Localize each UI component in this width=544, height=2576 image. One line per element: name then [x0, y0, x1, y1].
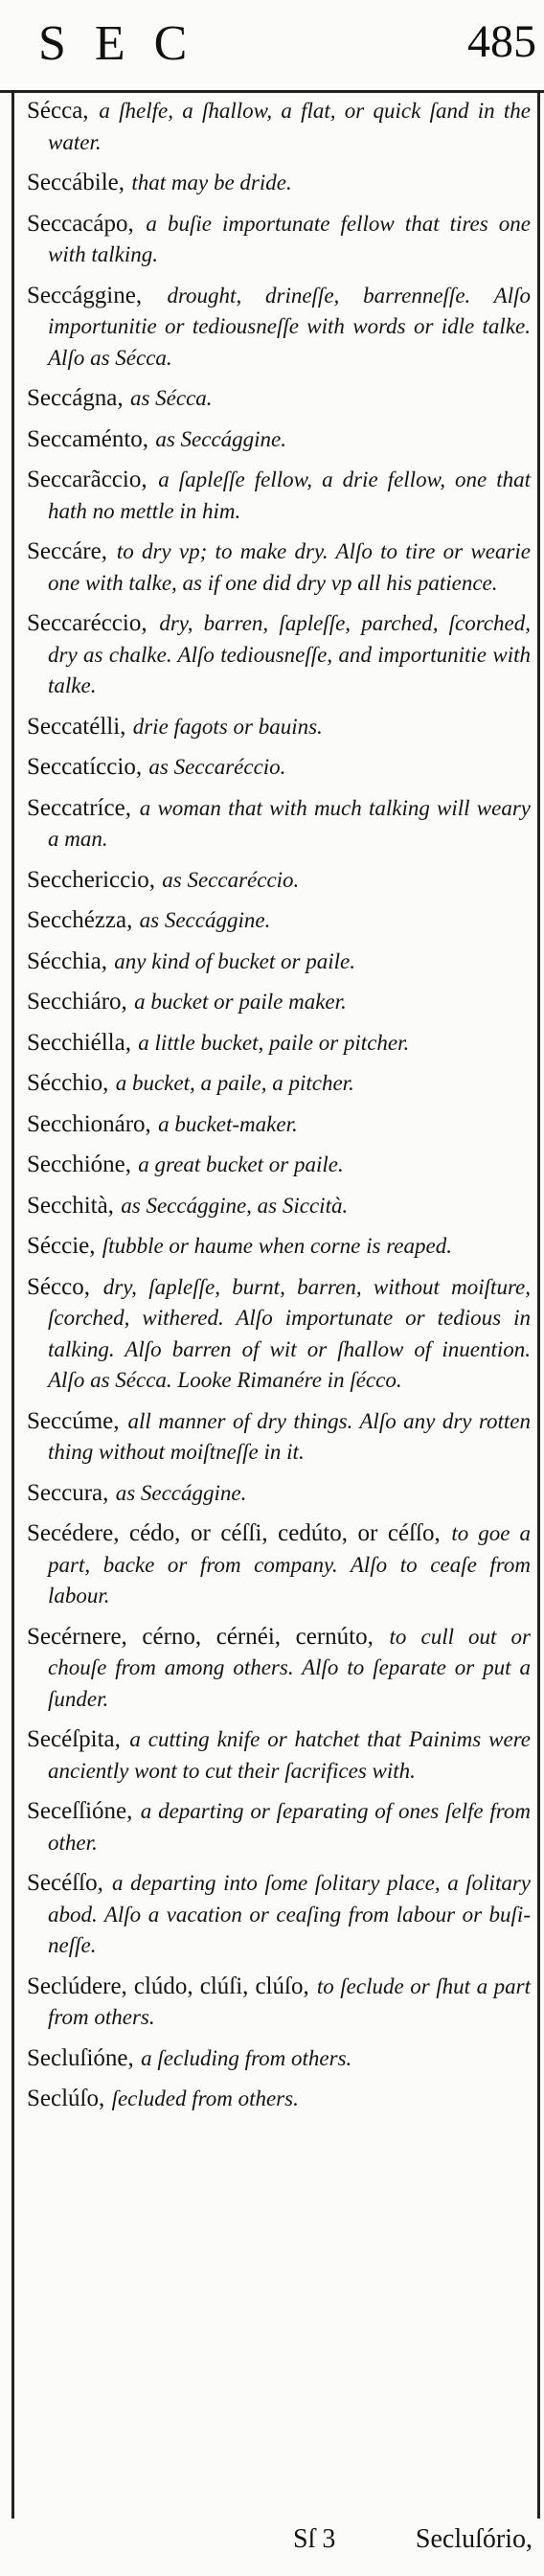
headword: Secéſpita, [27, 1726, 121, 1752]
headword: Secérnere, cérno, cérnéi, cernúto, [27, 1623, 374, 1650]
dictionary-entry [27, 281, 531, 375]
definition: dry, ſapleſſe, burnt, barren, without moiſture, ſcorched, withered. Alſo importunate or tedious in talking. Alſo barren of wit or ſhallow of inuention. Alſo as Sécca. Looke Rimanére in ſécco. [48, 1274, 532, 1392]
dictionary-entry [27, 946, 531, 978]
headword: Secchiáro, [27, 989, 127, 1014]
definition: ſecluded from others. [111, 2086, 299, 2110]
headword: Seccágna, [27, 385, 124, 411]
headword: Sécca, [27, 98, 89, 124]
definition: as Seccaréccio. [148, 755, 286, 779]
headword: Secchézza, [27, 907, 133, 933]
dictionary-entry [27, 1724, 531, 1787]
signature-mark: Sſ 3 [293, 2524, 336, 2554]
entry-list [27, 96, 531, 2125]
definition: as Seccággine. [155, 426, 287, 451]
definition: a little bucket, paile or pitcher. [138, 1030, 410, 1055]
dictionary-entry [27, 1150, 531, 1181]
dictionary-entry [27, 865, 531, 897]
headword: Secédere, cédo, or céſſi, cedúto, or céſſo, [27, 1520, 441, 1546]
dictionary-entry [27, 987, 531, 1018]
definition: to goe a part, backe or from company. Alſo to ceaſe from labour. [48, 1521, 531, 1607]
headword: Secchióne, [27, 1151, 131, 1177]
headword: Seccúme, [27, 1407, 120, 1434]
headword: Seccacápo, [27, 210, 134, 237]
headword: Seccatríce, [27, 794, 131, 821]
dictionary-entry [27, 465, 531, 527]
dictionary-entry [27, 1231, 531, 1263]
definition: a ſecluding from others. [141, 2045, 352, 2070]
definition: a ſapleſſe fellow, a drie fellow, one that hath no mettle in him. [48, 467, 532, 523]
column-rule-left [11, 90, 14, 2519]
definition: a great bucket or paile. [138, 1152, 344, 1176]
headword: Seccarãccio, [27, 467, 147, 492]
definition: a cutting knife or hatchet that Painims were anciently wont to cut their ſacrifices with. [48, 1727, 532, 1783]
running-head: SEC [38, 16, 216, 71]
dictionary-entry [27, 96, 531, 158]
dictionary-entry [27, 1191, 531, 1222]
dictionary-entry [27, 1478, 531, 1510]
definition: a ſhelfe, a ſhallow, a flat, or quick ſand in the water. [48, 99, 531, 154]
dictionary-entry [27, 1868, 531, 1962]
definition: all manner of dry things. Alſo any dry rotten thing without moiſtneſſe in it. [48, 1408, 532, 1464]
definition: a bucket, a paile, a pitcher. [115, 1071, 354, 1095]
definition: dry, barren, ſapleſſe, parched, ſcorched, dry as chalke. Alſo tediousneſſe, and importunitie with talke. [48, 611, 531, 697]
definition: as Seccággine. [115, 1480, 247, 1505]
dictionary-entry [27, 168, 531, 199]
headword: Seccatélli, [27, 713, 126, 740]
definition: a departing into ſome ſolitary place, a ſolitary abod. Alſo a vacation or ceaſing from labour or buſineſſe. [48, 1871, 531, 1957]
definition: drie fagots or bauins. [132, 714, 323, 739]
headword: Séccie, [27, 1233, 96, 1259]
definition: to ſeclude or ſhut a part from others. [48, 1973, 531, 2029]
definition: a bucket-maker. [158, 1111, 298, 1136]
header-rule [0, 90, 544, 93]
definition: that may be dride. [131, 171, 292, 194]
headword: Secluſióne, [27, 2044, 134, 2071]
definition: to dry vp; to make dry. Alſo to tire or wearie one with talke, as if one did dry vp all his patience. [48, 539, 531, 595]
page-footer [0, 2519, 544, 2576]
definition: any kind of bucket or paile. [114, 948, 355, 973]
dictionary-entry [27, 1109, 531, 1141]
headword: Seccáre, [27, 538, 107, 564]
headword: Seccaménto, [27, 425, 149, 452]
dictionary-entry [27, 905, 531, 937]
dictionary-entry [27, 1518, 531, 1612]
dictionary-entry [27, 424, 531, 456]
headword: Secchericcio, [27, 866, 155, 893]
headword: Secchiélla, [27, 1029, 131, 1056]
dictionary-entry [27, 793, 531, 855]
page-number: 485 [467, 16, 536, 67]
dictionary-entry [27, 608, 531, 702]
headword: Seclúſo, [27, 2086, 105, 2111]
dictionary-entry [27, 383, 531, 415]
dictionary-entry [27, 2043, 531, 2075]
headword: Seccággine, [27, 282, 143, 308]
definition: a bucket or paile maker. [134, 990, 347, 1014]
definition: drought, drineſſe, barrenneſſe. Alſo importunitie or tediousneſſe with words or idle talke. Alſo as Sécca. [48, 283, 531, 370]
definition: a woman that with much talking will weary a man. [48, 795, 531, 851]
headword: Sécco, [27, 1273, 90, 1300]
dictionary-entry [27, 1028, 531, 1060]
definition: as Seccaréccio. [162, 867, 300, 892]
dictionary-entry [27, 1972, 531, 2034]
dictionary-entry [27, 2084, 531, 2115]
dictionary-entry [27, 1068, 531, 1100]
definition: to cull out or chouſe from among others. Alſo to ſeparate or put a ſunder. [48, 1624, 531, 1711]
headword: Secchità, [27, 1192, 114, 1219]
headword: Sécchio, [27, 1070, 109, 1096]
dictionary-entry [27, 712, 531, 743]
headword: Seclúdere, clúdo, clúſi, clúſo, [27, 1972, 309, 1999]
dictionary-entry [27, 209, 531, 271]
dictionary-entry [27, 1622, 531, 1716]
dictionary-entry [27, 1796, 531, 1858]
page-header [0, 0, 544, 105]
dictionary-entry [27, 536, 531, 599]
definition: as Sécca. [129, 386, 213, 410]
catchword: Secluſório, [415, 2524, 533, 2554]
dictionary-entry [27, 1406, 531, 1469]
headword: Seccura, [27, 1479, 109, 1506]
headword: Seccatíccio, [27, 754, 143, 780]
definition: ſtubble or haume when corne is reaped. [102, 1234, 452, 1258]
dictionary-entry [27, 752, 531, 784]
headword: Sécchia, [27, 947, 107, 974]
headword: Secéſſo, [27, 1870, 103, 1896]
definition: as Seccággine, as Siccità. [121, 1193, 349, 1218]
headword: Seccaréccio, [27, 610, 147, 636]
dictionary-entry [27, 1272, 531, 1397]
definition: a departing or ſeparating of ones ſelfe from other. [48, 1799, 531, 1855]
column-rule-right [537, 90, 540, 2519]
definition: a buſie importunate fellow that tires one with talking. [48, 211, 531, 266]
headword: Secchionáro, [27, 1110, 151, 1137]
definition: as Seccággine. [139, 908, 271, 932]
headword: Seccábile, [27, 170, 125, 195]
headword: Seceſſióne, [27, 1798, 133, 1824]
